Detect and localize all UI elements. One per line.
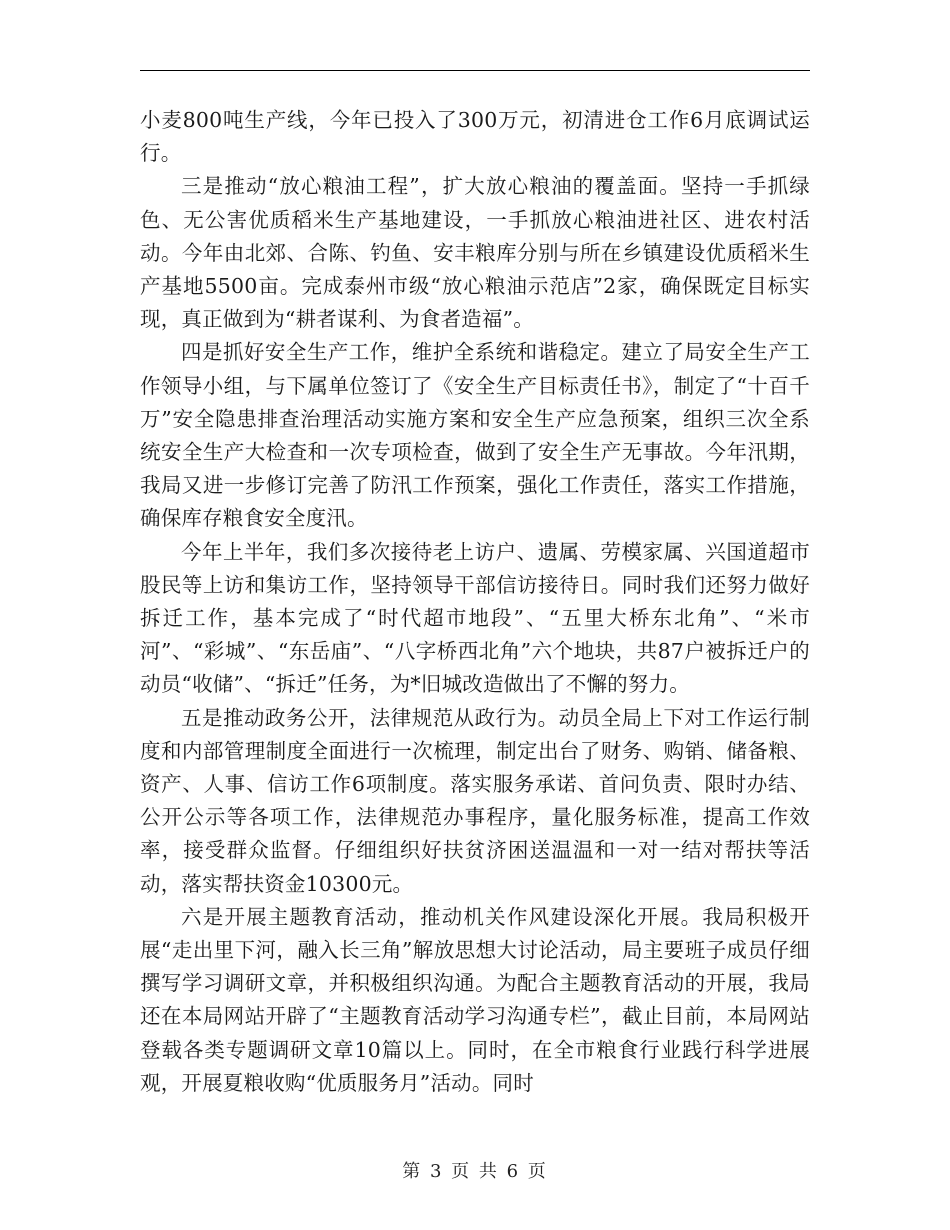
paragraph-2: 三是推动“放心粮油工程”，扩大放心粮油的覆盖面。坚持一手抓绿色、无公害优质稻米生产基地建设，一手抓放心粮油进社区、进农村活动。今年由北郊、合陈、钓鱼、安丰粮库分别与所在乡镇建设优质稻米生产基地5500亩。完成泰州市级“放心粮油示范店”2家，确保既定目标实现，真正做到为“耕者谋利、为食者造福”。 (140, 174, 810, 332)
document-body (140, 104, 810, 1100)
paragraph-1: 小麦800吨生产线，今年已投入了300万元，初清进仓工作6月底调试运行。 (140, 108, 810, 166)
page-number: 第 3 页 共 6 页 (402, 1161, 548, 1182)
paragraph-6: 六是开展主题教育活动，推动机关作风建设深化开展。我局积极开展“走出里下河，融入长三角”解放思想大讨论活动，局主要班子成员仔细撰写学习调研文章，并积极组织沟通。为配合主题教育活动的开展，我局还在本局网站开辟了“主题教育活动学习沟通专栏”，截止目前，本局网站登载各类专题调研文章10篇以上。同时，在全市粮食行业践行科学进展观，开展夏粮收购“优质服务月”活动。同时 (140, 904, 810, 1095)
header-rule (140, 70, 810, 71)
paragraph-4: 今年上半年，我们多次接待老上访户、遗属、劳模家属、兴国道超市股民等上访和集访工作，坚持领导干部信访接待日。同时我们还努力做好拆迁工作，基本完成了“时代超市地段”、“五里大桥东北角”、“米市河”、“彩城”、“东岳庙”、“八字桥西北角”六个地块，共87户被拆迁户的动员“收储”、“拆迁”任务，为*旧城改造做出了不懈的努力。 (140, 539, 810, 697)
paragraph-3: 四是抓好安全生产工作，维护全系统和谐稳定。建立了局安全生产工作领导小组，与下属单位签订了《安全生产目标责任书》，制定了“十百千万”安全隐患排查治理活动实施方案和安全生产应急预案，组织三次全系统安全生产大检查和一次专项检查，做到了安全生产无事故。今年汛期，我局又进一步修订完善了防汛工作预案，强化工作责任，落实工作措施，确保库存粮食安全度汛。 (140, 340, 810, 531)
paragraph-5: 五是推动政务公开，法律规范从政行为。动员全局上下对工作运行制度和内部管理制度全面进行一次梳理，制定出台了财务、购销、储备粮、资产、人事、信访工作6项制度。落实服务承诺、首问负责、限时办结、公开公示等各项工作，法律规范办事程序，量化服务标准，提高工作效率，接受群众监督。仔细组织好扶贫济困送温温和一对一结对帮扶等活动，落实帮扶资金10300元。 (140, 705, 810, 896)
